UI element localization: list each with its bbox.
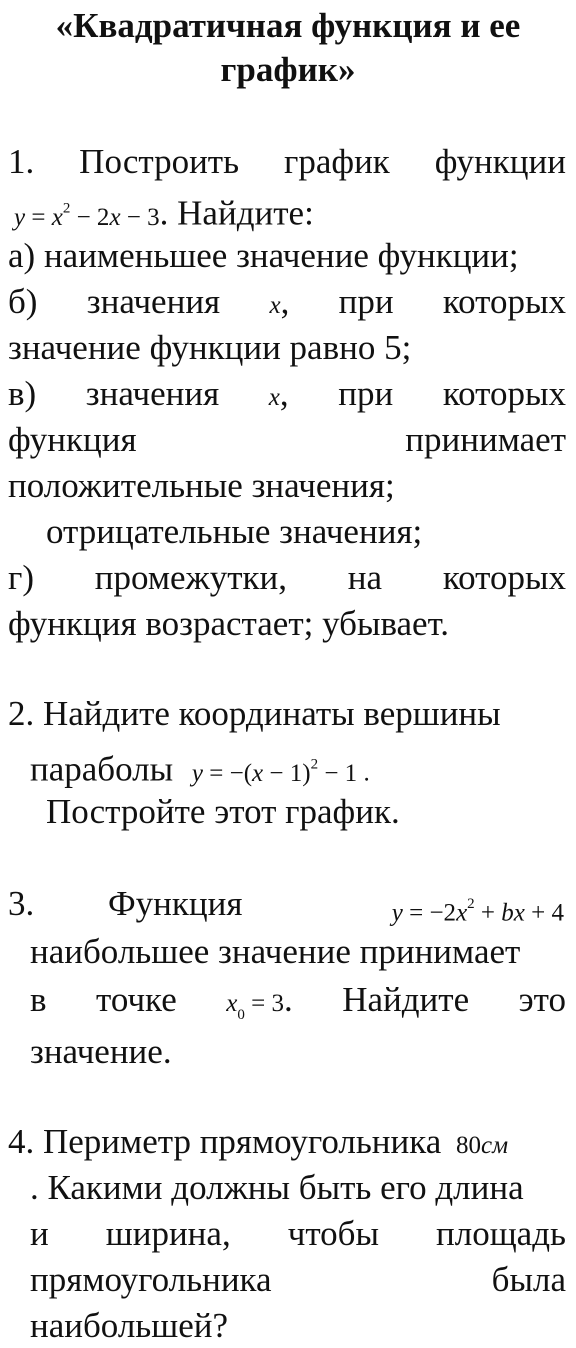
task4-line-4: прямоугольника была [30, 1260, 566, 1299]
task1-number: 1. [8, 142, 35, 181]
task1-word: Построить [79, 142, 240, 181]
task1-word: график [284, 142, 390, 181]
task1-line-1 [8, 140, 566, 184]
task2-line-1: 2. Найдите координаты вершины [8, 694, 501, 733]
task1-item-b-line2: значение функции равно 5; [8, 328, 412, 367]
task1-item-v: в) значения x, при которых [8, 374, 566, 413]
task2-formula: $y = -(x - 1)^2 - 1$ [191, 756, 358, 787]
task3-line-4: значение. [30, 1032, 172, 1071]
task1-formula: $y = x^2 - 2x - 3$ [14, 200, 160, 231]
perimeter-value: 80см [456, 1132, 509, 1159]
task1-item-b: б) значения x, при которых [8, 282, 566, 321]
task1-item-g: г) промежутки, на которых [8, 558, 566, 597]
task1-item-v-line2: функция принимает [8, 420, 566, 459]
task4-line-2: . Какими должны быть его длина [30, 1168, 524, 1207]
task3-line-3: в точке $x_0 = 3$. Найдите это [30, 980, 566, 1023]
task1-word: функции [434, 142, 566, 181]
task3-line-2: наибольшее значение принимает [30, 932, 521, 971]
task4-line-1: 4. Периметр прямоугольника 80см [8, 1122, 509, 1161]
task4-line-5: наибольшей? [30, 1306, 229, 1345]
task1-item-a: а) наименьшее значение функции; [8, 236, 519, 275]
task4-line-3: и ширина, чтобы площадь [30, 1214, 566, 1253]
task2-line-2: параболы $y = -(x - 1)^2 - 1$ . [30, 749, 370, 789]
task3-formula: $y = -2x^2$ + bx + 4 [391, 896, 564, 927]
title-line-1: «Квадратичная функция и ее [55, 6, 521, 45]
task1-item-g-line2: функция возрастает; убывает. [8, 604, 450, 643]
find-text: . Найдите: [159, 193, 314, 233]
title-line-2: график» [220, 50, 356, 89]
task1-item-v-line4: отрицательные значения; [46, 512, 423, 551]
task1-formula-line [8, 186, 566, 240]
task2-line-3: Постройте этот график. [46, 792, 400, 831]
task1-item-v-line3: положительные значения; [8, 466, 395, 505]
